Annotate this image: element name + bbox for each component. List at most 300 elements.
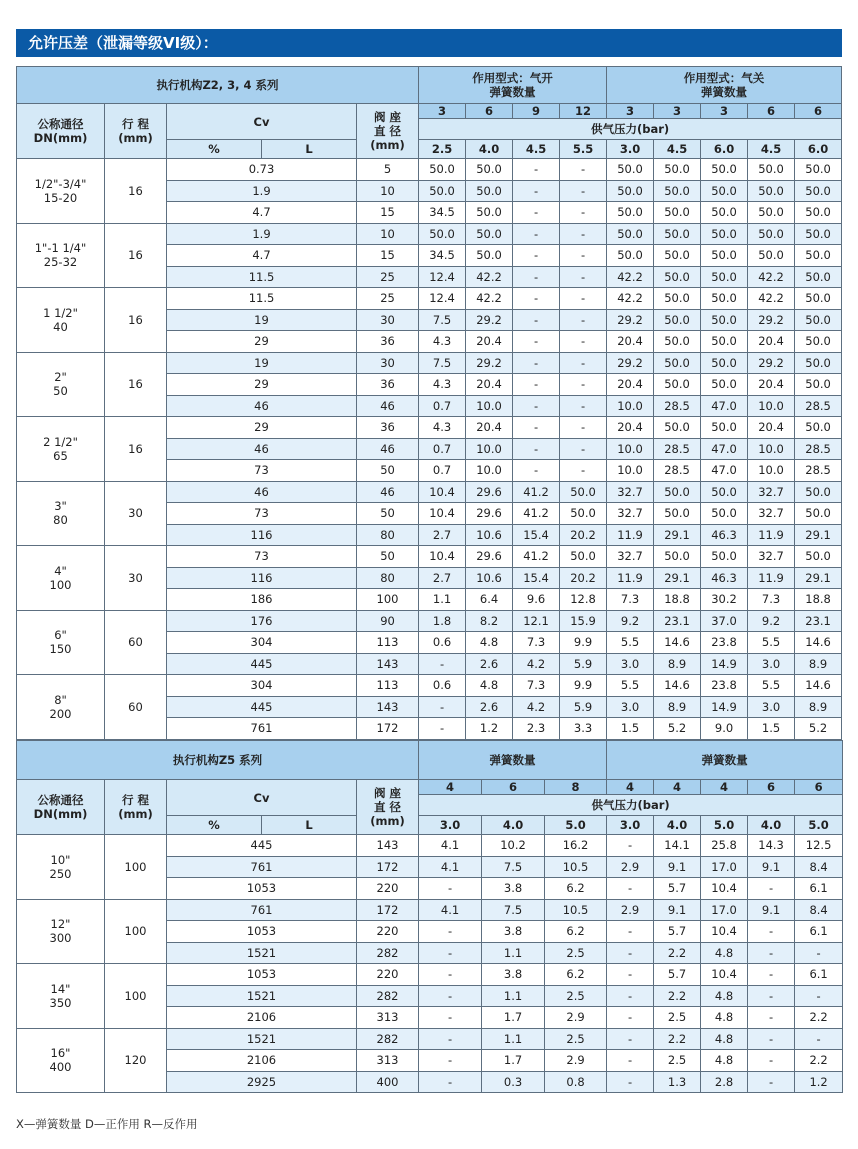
pressure-cell: 9.1: [654, 856, 701, 878]
cv-cell: 46: [167, 481, 357, 503]
table-row: [17, 223, 842, 245]
cv-cell: 73: [167, 460, 357, 482]
pressure-cell: 17.0: [701, 899, 748, 921]
cv-cell: 445: [167, 835, 357, 857]
pressure-cell: 50.0: [795, 331, 842, 353]
supply-pressure: 5.5: [560, 140, 607, 159]
pressure-cell: 20.4: [466, 374, 513, 396]
pressure-cell: 50.0: [701, 202, 748, 224]
pressure-cell: 42.2: [607, 288, 654, 310]
seat-cell: 46: [357, 395, 419, 417]
pressure-cell: -: [560, 202, 607, 224]
pressure-cell: 47.0: [701, 460, 748, 482]
pressure-cell: 10.4: [419, 503, 466, 525]
pressure-cell: 4.1: [419, 856, 482, 878]
pressure-cell: 20.4: [607, 331, 654, 353]
pressure-cell: 1.1: [482, 985, 545, 1007]
pressure-cell: -: [513, 266, 560, 288]
cv-cell: 0.73: [167, 159, 357, 181]
pressure-cell: 50.0: [466, 223, 513, 245]
pressure-cell: 14.6: [654, 632, 701, 654]
col-seat-header: 阀 座 直 径 (mm): [357, 780, 419, 835]
pressure-cell: 50.0: [748, 202, 795, 224]
cv-cell: 19: [167, 309, 357, 331]
pressure-cell: -: [560, 395, 607, 417]
pressure-cell: -: [419, 1007, 482, 1029]
pressure-cell: -: [513, 223, 560, 245]
spring-count: 4: [701, 780, 748, 795]
pressure-cell: 20.4: [748, 374, 795, 396]
pressure-cell: -: [419, 718, 466, 740]
pressure-cell: 4.8: [701, 1007, 748, 1029]
col-l-header: L: [262, 140, 357, 159]
supply-pressure: 4.0: [748, 816, 795, 835]
pressure-cell: 50.0: [654, 266, 701, 288]
pressure-cell: 3.3: [560, 718, 607, 740]
cv-cell: 761: [167, 718, 357, 740]
pressure-cell: 50.0: [795, 159, 842, 181]
pressure-cell: 28.5: [654, 438, 701, 460]
spring-count: 6: [482, 780, 545, 795]
pressure-cell: 20.4: [607, 417, 654, 439]
pressure-cell: 29.2: [748, 352, 795, 374]
pressure-cell: -: [748, 942, 795, 964]
pressure-cell: 32.7: [748, 546, 795, 568]
pressure-cell: 4.8: [701, 942, 748, 964]
pressure-cell: 4.3: [419, 374, 466, 396]
pressure-cell: 50.0: [701, 159, 748, 181]
pressure-cell: 50.0: [607, 159, 654, 181]
pressure-cell: 32.7: [748, 481, 795, 503]
dn-cell: 6" 150: [17, 610, 105, 675]
pressure-cell: 0.7: [419, 395, 466, 417]
spring-count: 4: [654, 780, 701, 795]
seat-cell: 220: [357, 878, 419, 900]
pressure-cell: 2.9: [545, 1007, 607, 1029]
pressure-cell: 4.1: [419, 899, 482, 921]
pressure-cell: 14.6: [795, 675, 842, 697]
pressure-cell: 50.0: [607, 245, 654, 267]
col-stroke-header: 行 程 (mm): [105, 780, 167, 835]
pressure-cell: 50.0: [560, 481, 607, 503]
seat-cell: 36: [357, 417, 419, 439]
supply-pressure: 3.0: [607, 140, 654, 159]
pressure-cell: 29.1: [795, 567, 842, 589]
table-row: [17, 835, 843, 857]
pressure-cell: 2.7: [419, 567, 466, 589]
pressure-cell: 8.4: [795, 899, 843, 921]
pressure-cell: 50.0: [466, 159, 513, 181]
pressure-cell: -: [513, 331, 560, 353]
pressure-cell: -: [419, 942, 482, 964]
table-row: [17, 481, 842, 503]
pressure-cell: -: [607, 1007, 654, 1029]
pressure-cell: -: [748, 921, 795, 943]
pressure-cell: 10.4: [701, 921, 748, 943]
cv-cell: 46: [167, 438, 357, 460]
pressure-cell: 29.1: [654, 524, 701, 546]
pressure-cell: 32.7: [607, 481, 654, 503]
seat-cell: 36: [357, 374, 419, 396]
pressure-cell: 50.0: [654, 331, 701, 353]
table-row: [17, 546, 842, 568]
cv-cell: 761: [167, 899, 357, 921]
pressure-cell: -: [560, 288, 607, 310]
pressure-cell: -: [419, 653, 466, 675]
pressure-cell: 3.0: [748, 696, 795, 718]
stroke-cell: 60: [105, 610, 167, 675]
pressure-cell: 1.1: [419, 589, 466, 611]
spring-count: 3: [654, 104, 701, 119]
pressure-cell: 29.1: [654, 567, 701, 589]
pressure-cell: 30.2: [701, 589, 748, 611]
pressure-cell: -: [560, 309, 607, 331]
cv-cell: 445: [167, 653, 357, 675]
supply-pressure: 4.5: [513, 140, 560, 159]
pressure-cell: 25.8: [701, 835, 748, 857]
table-z5: [16, 740, 843, 1093]
supply-pressure: 3.0: [607, 816, 654, 835]
pressure-cell: -: [513, 245, 560, 267]
col-dn-header: 公称通径 DN(mm): [17, 780, 105, 835]
pressure-cell: 2.5: [545, 985, 607, 1007]
pressure-cell: 20.4: [466, 331, 513, 353]
dn-cell: 16" 400: [17, 1028, 105, 1093]
pressure-cell: -: [795, 1028, 843, 1050]
seat-cell: 143: [357, 835, 419, 857]
pressure-cell: 3.0: [607, 653, 654, 675]
pressure-cell: 50.0: [795, 503, 842, 525]
pressure-cell: 2.5: [654, 1007, 701, 1029]
pressure-cell: 50.0: [701, 503, 748, 525]
cv-cell: 2106: [167, 1050, 357, 1072]
stroke-cell: 30: [105, 481, 167, 546]
pressure-cell: -: [419, 985, 482, 1007]
pressure-cell: 2.2: [795, 1050, 843, 1072]
seat-cell: 90: [357, 610, 419, 632]
dn-cell: 2 1/2" 65: [17, 417, 105, 482]
pressure-cell: 50.0: [466, 202, 513, 224]
pressure-cell: 23.8: [701, 675, 748, 697]
supply-pressure-label: 供气压力(bar): [419, 119, 842, 140]
pressure-cell: 47.0: [701, 395, 748, 417]
pressure-cell: 2.2: [654, 985, 701, 1007]
pressure-cell: 2.9: [607, 899, 654, 921]
stroke-cell: 16: [105, 159, 167, 224]
pressure-cell: -: [513, 352, 560, 374]
pressure-cell: -: [419, 878, 482, 900]
cv-cell: 176: [167, 610, 357, 632]
pressure-cell: 8.9: [654, 653, 701, 675]
pressure-cell: 5.9: [560, 653, 607, 675]
cv-cell: 1521: [167, 942, 357, 964]
dn-cell: 3" 80: [17, 481, 105, 546]
pressure-cell: -: [419, 964, 482, 986]
pressure-cell: 50.0: [607, 223, 654, 245]
dn-cell: 1"-1 1/4" 25-32: [17, 223, 105, 288]
seat-cell: 113: [357, 675, 419, 697]
pressure-cell: 12.4: [419, 266, 466, 288]
table-row: [17, 288, 842, 310]
pressure-cell: -: [513, 180, 560, 202]
pressure-cell: 10.4: [701, 878, 748, 900]
pressure-cell: 1.7: [482, 1007, 545, 1029]
pressure-cell: 7.3: [607, 589, 654, 611]
seat-cell: 80: [357, 567, 419, 589]
pressure-cell: 2.6: [466, 653, 513, 675]
pressure-cell: 10.2: [482, 835, 545, 857]
pressure-cell: 29.2: [607, 309, 654, 331]
spring-count: 6: [795, 104, 842, 119]
pressure-cell: -: [560, 438, 607, 460]
pressure-cell: 18.8: [654, 589, 701, 611]
spring-count: 6: [748, 104, 795, 119]
pressure-cell: 18.8: [795, 589, 842, 611]
pressure-cell: -: [748, 964, 795, 986]
pressure-cell: 10.6: [466, 524, 513, 546]
pressure-cell: 42.2: [607, 266, 654, 288]
pressure-cell: 9.9: [560, 632, 607, 654]
pressure-cell: 32.7: [607, 546, 654, 568]
pressure-cell: 10.0: [748, 395, 795, 417]
pressure-cell: 20.4: [466, 417, 513, 439]
pressure-cell: -: [513, 159, 560, 181]
cv-cell: 445: [167, 696, 357, 718]
pressure-cell: 9.6: [513, 589, 560, 611]
pressure-cell: 50.0: [654, 180, 701, 202]
pressure-cell: 8.9: [654, 696, 701, 718]
pressure-cell: 2.9: [607, 856, 654, 878]
table-row: [17, 610, 842, 632]
table-row: [17, 1028, 843, 1050]
pressure-cell: 14.1: [654, 835, 701, 857]
seat-cell: 100: [357, 589, 419, 611]
spring-count: 3: [701, 104, 748, 119]
cv-cell: 304: [167, 632, 357, 654]
pressure-cell: 50.0: [748, 223, 795, 245]
pressure-cell: 46.3: [701, 567, 748, 589]
pressure-cell: 41.2: [513, 503, 560, 525]
dn-cell: 14" 350: [17, 964, 105, 1029]
pressure-cell: 14.6: [795, 632, 842, 654]
pressure-cell: 6.2: [545, 964, 607, 986]
pressure-cell: -: [607, 921, 654, 943]
pressure-cell: 9.0: [701, 718, 748, 740]
seat-cell: 172: [357, 718, 419, 740]
dn-cell: 1 1/2" 40: [17, 288, 105, 353]
pressure-cell: 50.0: [654, 481, 701, 503]
pressure-cell: -: [607, 878, 654, 900]
pressure-cell: 2.8: [701, 1071, 748, 1093]
pressure-cell: 5.5: [748, 675, 795, 697]
pressure-cell: -: [748, 1050, 795, 1072]
pressure-cell: 50.0: [795, 245, 842, 267]
pressure-cell: 1.5: [607, 718, 654, 740]
pressure-cell: 3.8: [482, 964, 545, 986]
pressure-cell: 15.9: [560, 610, 607, 632]
pressure-cell: 5.5: [748, 632, 795, 654]
cv-cell: 73: [167, 546, 357, 568]
stroke-cell: 100: [105, 964, 167, 1029]
pressure-cell: 2.5: [545, 1028, 607, 1050]
pressure-cell: -: [513, 202, 560, 224]
col-seat-header: 阀 座 直 径 (mm): [357, 104, 419, 159]
col-pct-header: %: [167, 816, 262, 835]
pressure-cell: 9.1: [748, 899, 795, 921]
pressure-cell: 12.4: [419, 288, 466, 310]
pressure-cell: -: [795, 985, 843, 1007]
pressure-cell: -: [560, 417, 607, 439]
pressure-cell: 4.1: [419, 835, 482, 857]
spring-count: 6: [748, 780, 795, 795]
pressure-cell: -: [607, 1028, 654, 1050]
pressure-cell: 50.0: [701, 374, 748, 396]
col-dn-header: 公称通径 DN(mm): [17, 104, 105, 159]
pressure-cell: 4.8: [466, 675, 513, 697]
stroke-cell: 100: [105, 835, 167, 900]
pressure-cell: -: [513, 395, 560, 417]
pressure-cell: 50.0: [607, 202, 654, 224]
pressure-cell: 10.0: [607, 438, 654, 460]
pressure-cell: 8.2: [466, 610, 513, 632]
pressure-cell: 29.6: [466, 546, 513, 568]
table-row: [17, 159, 842, 181]
spring-count: 3: [607, 104, 654, 119]
pressure-cell: 7.5: [482, 899, 545, 921]
pressure-cell: 50.0: [748, 159, 795, 181]
pressure-cell: 50.0: [748, 245, 795, 267]
pressure-cell: 28.5: [795, 438, 842, 460]
pressure-cell: 1.8: [419, 610, 466, 632]
pressure-cell: 4.3: [419, 417, 466, 439]
pressure-cell: 17.0: [701, 856, 748, 878]
cv-cell: 46: [167, 395, 357, 417]
seat-cell: 46: [357, 481, 419, 503]
pressure-cell: 28.5: [654, 395, 701, 417]
pressure-cell: -: [513, 374, 560, 396]
seat-cell: 36: [357, 331, 419, 353]
spring-count-title: 弹簧数量: [419, 741, 607, 780]
pressure-cell: 10.5: [545, 856, 607, 878]
seat-cell: 313: [357, 1050, 419, 1072]
pressure-cell: 50.0: [654, 159, 701, 181]
seat-cell: 282: [357, 985, 419, 1007]
pressure-cell: 2.2: [654, 1028, 701, 1050]
pressure-cell: 50.0: [419, 180, 466, 202]
pressure-cell: 0.8: [545, 1071, 607, 1093]
pressure-cell: -: [419, 696, 466, 718]
supply-pressure: 6.0: [701, 140, 748, 159]
pressure-cell: 50.0: [607, 180, 654, 202]
pressure-cell: -: [748, 1007, 795, 1029]
pressure-cell: 3.0: [748, 653, 795, 675]
pressure-cell: -: [748, 1071, 795, 1093]
cv-cell: 29: [167, 331, 357, 353]
table-row: [17, 675, 842, 697]
pressure-cell: 2.5: [545, 942, 607, 964]
pressure-cell: 50.0: [560, 503, 607, 525]
pressure-cell: 10.4: [701, 964, 748, 986]
pressure-cell: 29.2: [466, 352, 513, 374]
pressure-cell: 50.0: [466, 245, 513, 267]
pressure-cell: -: [560, 223, 607, 245]
cv-cell: 1053: [167, 964, 357, 986]
pressure-cell: 0.7: [419, 438, 466, 460]
pressure-cell: 20.4: [748, 417, 795, 439]
spring-count: 6: [466, 104, 513, 119]
pressure-cell: 1.7: [482, 1050, 545, 1072]
seat-cell: 15: [357, 202, 419, 224]
col-pct-header: %: [167, 140, 262, 159]
pressure-cell: 10.0: [748, 438, 795, 460]
pressure-cell: 4.8: [701, 1050, 748, 1072]
pressure-cell: 4.8: [701, 985, 748, 1007]
pressure-cell: 4.8: [701, 1028, 748, 1050]
supply-pressure-label: 供气压力(bar): [419, 795, 843, 816]
pressure-cell: 16.2: [545, 835, 607, 857]
pressure-cell: 50.0: [701, 288, 748, 310]
pressure-cell: 7.5: [419, 309, 466, 331]
seat-cell: 80: [357, 524, 419, 546]
cv-cell: 1521: [167, 1028, 357, 1050]
pressure-cell: 50.0: [419, 223, 466, 245]
pressure-cell: 2.2: [795, 1007, 843, 1029]
pressure-cell: 6.1: [795, 878, 843, 900]
pressure-cell: 50.0: [654, 202, 701, 224]
pressure-cell: 50.0: [701, 481, 748, 503]
pressure-cell: 3.8: [482, 878, 545, 900]
table-row: [17, 899, 843, 921]
pressure-cell: 9.1: [654, 899, 701, 921]
pressure-cell: 20.4: [607, 374, 654, 396]
pressure-cell: -: [560, 460, 607, 482]
series-title: 执行机构Z5 系列: [17, 741, 419, 780]
stroke-cell: 120: [105, 1028, 167, 1093]
pressure-cell: 42.2: [466, 288, 513, 310]
cv-cell: 2925: [167, 1071, 357, 1093]
pressure-cell: 3.0: [607, 696, 654, 718]
pressure-cell: 20.2: [560, 524, 607, 546]
supply-pressure: 5.0: [795, 816, 843, 835]
seat-cell: 25: [357, 288, 419, 310]
pressure-cell: -: [748, 985, 795, 1007]
pressure-cell: -: [748, 878, 795, 900]
pressure-cell: -: [607, 964, 654, 986]
pressure-cell: 50.0: [654, 288, 701, 310]
pressure-cell: 2.5: [654, 1050, 701, 1072]
supply-pressure: 6.0: [795, 140, 842, 159]
pressure-cell: -: [513, 309, 560, 331]
pressure-cell: 5.7: [654, 878, 701, 900]
pressure-cell: 7.3: [748, 589, 795, 611]
pressure-cell: 5.9: [560, 696, 607, 718]
pressure-cell: 2.2: [654, 942, 701, 964]
dn-cell: 2" 50: [17, 352, 105, 417]
seat-cell: 50: [357, 546, 419, 568]
dn-cell: 8" 200: [17, 675, 105, 740]
pressure-cell: 29.1: [795, 524, 842, 546]
supply-pressure: 4.5: [654, 140, 701, 159]
pressure-cell: 14.6: [654, 675, 701, 697]
stroke-cell: 60: [105, 675, 167, 740]
pressure-cell: 50.0: [654, 503, 701, 525]
pressure-cell: 50.0: [701, 331, 748, 353]
pressure-cell: 15.4: [513, 567, 560, 589]
pressure-cell: 50.0: [795, 223, 842, 245]
spring-count: 4: [607, 780, 654, 795]
cv-cell: 73: [167, 503, 357, 525]
dn-cell: 4" 100: [17, 546, 105, 611]
